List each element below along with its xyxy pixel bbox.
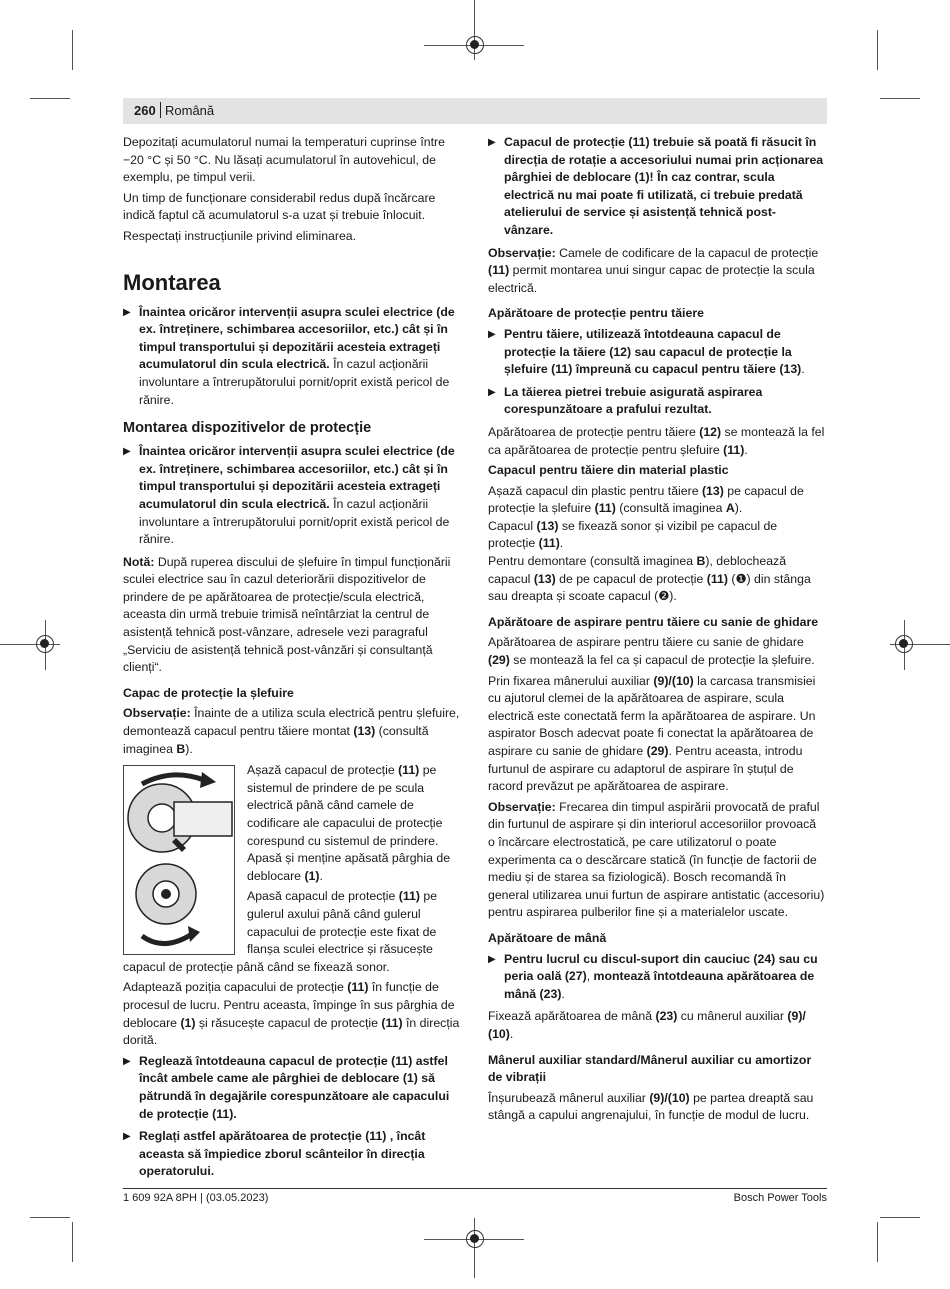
figure-caption-text <box>247 762 460 959</box>
text-run: . <box>559 536 564 551</box>
warning-bullet <box>488 134 825 240</box>
step-two-icon: ❷ <box>658 589 670 604</box>
crop-mark <box>880 1217 920 1218</box>
paragraph: Depozitați acumulatorul numai la temperaturi cuprinse între −20 °C și 50 °C. Nu lăsați acumulatorul în autovehicul, de exemplu, pe timpul verii. <box>123 135 445 185</box>
left-column <box>123 134 460 1186</box>
warning-bold-text: Înaintea oricăror intervenții asupra sculei electrice (de ex. întreținere, schimbarea accesoriilor, etc.) cât și în timpul transportului și depozitării acesteia extrageți acumulatorul din scula electrică. <box>139 304 455 372</box>
text-run: pe capacul de protecție la șlefuire <box>488 483 804 516</box>
text-run: Frecarea din timpul aspirării provocată de praful din furtunul de aspirare și din interiorul accesoriilor provoacă o încărcare electrostatică, pe care utilizatorul o poate experimenta ca o descărcare statică (în funcție de factorii de mediu și de starea sa fiziologică). Bosch recomandă în general utilizarea unui furtun de aspirare antistatic (accesoriu) pentru aspirarea pulberilor fine și a materialelor uscate. <box>488 799 825 920</box>
reference-number: (13) <box>536 518 559 533</box>
text-run: Camele de codificare de la capacul de protecție <box>555 245 819 260</box>
crop-mark <box>877 30 878 70</box>
text-run: . <box>801 362 805 377</box>
paragraph: Un timp de funcționare considerabil redus după încărcare indică faptul că acumulatorul s-a uzat și trebuie înlocuit. <box>123 190 436 223</box>
rotate-arrow-icon <box>142 934 192 944</box>
text-run: Prin fixarea mânerului auxiliar <box>488 673 654 688</box>
observation-paragraph <box>123 705 460 758</box>
text-run: . Pentru aceasta, introdu furtunul de aspirare cu adaptorul de aspirare în ștuțul de racord prevăzut pe apărătoarea de aspirare. <box>488 744 803 794</box>
text-run: Înainte de a utiliza scula electrică pentru șlefuire, demontează capacul pentru tăiere montat <box>123 706 460 739</box>
reference-number: (11) <box>706 571 728 586</box>
warning-bold-text: montează întotdeauna apărătoarea de mână (23) <box>504 969 815 1001</box>
reference-number: (11) <box>381 1015 403 1030</box>
observation-label: Observație: <box>488 799 556 814</box>
text-run: . <box>744 442 748 457</box>
spindle-center-icon <box>161 889 171 899</box>
paragraph <box>488 1090 825 1125</box>
heading: Mânerul auxiliar standard/Mânerul auxiliar cu amortizor de vibrații <box>488 1052 812 1085</box>
text-run: (consultă imaginea <box>615 501 726 516</box>
spindle-icon <box>148 804 176 832</box>
note-paragraph <box>123 554 460 677</box>
text-run: . <box>561 986 565 1001</box>
text-run: se montează la fel ca și capacul de protecție la șlefuire. <box>509 653 815 668</box>
text-run: și răsucește capacul de protecție <box>195 1015 382 1030</box>
text-run: , <box>586 969 594 984</box>
heading: Apărătoare de mână <box>488 930 607 945</box>
text-run: Pentru demontare (consultă imaginea <box>488 554 697 569</box>
paragraph <box>488 673 825 796</box>
crop-mark <box>880 98 920 99</box>
crop-mark <box>877 1222 878 1262</box>
triangle-bullet-icon: ▶ <box>488 953 496 965</box>
text-run: în funcție de procesul de lucru. Pentru aceasta, împinge în sus pârghia de deblocare <box>123 980 455 1030</box>
reference-number: (9)/ (10) <box>488 1009 806 1041</box>
warning-bullet <box>123 1128 460 1181</box>
triangle-bullet-icon: ▶ <box>123 1131 131 1143</box>
registration-mark-icon <box>895 635 913 653</box>
text-run: Apasă capacul de protecție <box>247 889 399 904</box>
tool-head-icon <box>174 802 232 836</box>
warning-bold-text: Reglați astfel apărătoarea de protecție (11) , încât aceasta să împiedice zborul scânteilor în direcția operatorului. <box>139 1129 426 1179</box>
text-run: . <box>509 1026 514 1041</box>
step-one-icon: ❶ <box>735 571 747 586</box>
text-run: se montează la fel ca apărătoarea de protecție pentru șlefuire <box>488 424 825 457</box>
footer-document-code: 1 609 92A 8PH | (03.05.2023) <box>123 1192 269 1204</box>
crop-mark <box>474 1218 475 1278</box>
crop-mark <box>72 30 73 70</box>
observation-paragraph <box>488 245 825 298</box>
text-run: Capacul <box>488 518 537 533</box>
text-run: ), deblochează capacul <box>488 554 787 586</box>
warning-bold-text: Înaintea oricăror intervenții asupra sculei electrice (de ex. întreținere, schimbarea accesoriilor, etc.) cât și în timpul transportului și depozitării acesteia extrageți acumulatorul din scula electrică. <box>139 444 455 511</box>
crop-mark <box>72 1222 73 1262</box>
figure-row <box>123 762 460 959</box>
paragraph <box>488 483 825 518</box>
reference-number: (1) <box>304 868 320 883</box>
note-label: Notă: <box>123 554 155 569</box>
paragraph <box>247 762 460 885</box>
text-run: ) din stânga sau dreapta și scoate capacul ( <box>488 571 811 604</box>
reference-number: (23) <box>655 1009 678 1024</box>
reference-number: (13) <box>701 483 724 498</box>
reference-number: (9)/(10) <box>649 1090 690 1105</box>
triangle-bullet-icon: ▶ <box>123 306 131 318</box>
text-run: Adaptează poziția capacului de protecție <box>123 980 348 995</box>
text-run: Fixează apărătoarea de mână <box>488 1009 656 1024</box>
reference-number: (11) <box>538 536 560 551</box>
guard-mounting-illustration <box>123 765 235 955</box>
reference-number: (9)/(10) <box>653 673 694 688</box>
reference-number: (12) <box>699 424 722 439</box>
paragraph <box>488 634 825 669</box>
image-reference: B <box>176 741 186 756</box>
reference-number: (29) <box>646 744 669 758</box>
warning-text: În cazul acționării involuntare a întrerupătorului pornit/oprit există pericol de rănire. <box>139 357 450 407</box>
image-reference: A <box>725 501 735 516</box>
text-run: de pe capacul de protecție <box>555 571 707 586</box>
text-run: Așază capacul din plastic pentru tăiere <box>488 483 702 498</box>
reference-number: (29) <box>488 653 510 668</box>
footer-brand: Bosch Power Tools <box>733 1192 827 1204</box>
page-header <box>123 98 827 124</box>
paragraph: capacul de protecție până când se fixează sonor. <box>123 959 390 974</box>
text-run: permit montarea unui singur capac de protecție la scula electrică. <box>488 263 815 295</box>
text-run: ). <box>669 589 677 604</box>
paragraph <box>488 424 825 459</box>
triangle-bullet-icon: ▶ <box>488 328 496 340</box>
text-run: Așază capacul de protecție <box>247 763 399 778</box>
reference-number: (11) <box>347 980 369 995</box>
text-run: Înșurubează mânerul auxiliar <box>488 1090 650 1105</box>
reference-number: (13) <box>353 724 376 739</box>
text-run: în direcția dorită. <box>123 1015 460 1048</box>
reference-number: (11) <box>398 763 420 778</box>
text-run: pe gulerul axului până când gulerul capacului de protecție este fixat de flanșa sculei electrice și răsucește <box>247 889 438 957</box>
image-reference: B <box>696 554 706 569</box>
page-number: 260 <box>134 103 156 118</box>
header-language: Română <box>165 103 215 118</box>
text-run: Apărătoarea de protecție pentru tăiere <box>488 424 700 439</box>
warning-bold-text: La tăierea pietrei trebuie asigurată aspirarea corespunzătoare a prafului rezultat. <box>504 384 763 417</box>
paragraph <box>123 979 460 1049</box>
warning-bullet <box>123 443 460 549</box>
observation-label: Observație: <box>488 245 556 260</box>
reference-number: (11) <box>723 442 745 457</box>
text-run: ). <box>185 741 193 756</box>
triangle-bullet-icon: ▶ <box>488 137 496 148</box>
warning-bullet <box>488 951 825 1004</box>
paragraph <box>488 518 825 553</box>
warning-bold-text: Capacul de protecție (11) trebuie să poată fi răsucit în direcția de rotație a accesoriului numai prin acționarea pârghiei de deblocare (1)! În caz contrar, scula electrică nu mai poate fi utilizată, ci trebuie predată atelierului de service și asistență tehnică post-vânzare. <box>504 135 824 237</box>
warning-bold-text: Pentru lucrul cu discul-suport din cauciuc (24) sau cu peria oală (27) <box>504 951 818 984</box>
right-column <box>488 134 825 1128</box>
text-run: pe partea dreaptă sau stângă a capului angrenajului, în funcție de modul de lucru. <box>488 1090 814 1123</box>
heading: Apărătoare de protecție pentru tăiere <box>488 306 704 321</box>
warning-text: În cazul acționării involuntare a întrerupătorului pornit/oprit există pericol de rănire. <box>139 496 450 547</box>
registration-mark-icon <box>466 36 484 54</box>
warning-bullet <box>488 384 825 419</box>
heading: Apărătoare de aspirare pentru tăiere cu sanie de ghidare <box>488 614 819 629</box>
subsection-title: Montarea dispozitivelor de protecție <box>123 420 372 437</box>
triangle-bullet-icon: ▶ <box>123 446 131 458</box>
text-run: la carcasa transmisiei cu ajutorul clemei de la apărătoarea de aspirare, scula electrică este conectată ferm la apărătoarea de aspirare. Un aspirator Bosch adecvat poate fi conectat la apărătoarea de aspirare cu sanie de ghidare <box>488 673 816 758</box>
crop-mark <box>30 1217 70 1218</box>
text-run: ). <box>734 501 743 516</box>
guard-mounting-drawing <box>124 766 234 954</box>
warning-bold-text: Pentru tăiere, utilizează întotdeauna capacul de protecție la tăiere (12) sau capacul de protecție la șlefuire (11) împreună cu capacul pentru tăiere (13) <box>504 326 802 377</box>
warning-bullet <box>488 326 825 379</box>
reference-number: (11) <box>594 501 616 516</box>
observation-paragraph <box>488 799 825 922</box>
rotate-arrow-icon <box>142 775 204 784</box>
heading: Capacul pentru tăiere din material plastic <box>488 463 729 478</box>
warning-bullet <box>123 1053 460 1123</box>
paragraph <box>488 1008 825 1043</box>
heading: Capac de protecție la șlefuire <box>123 685 294 700</box>
paragraph <box>488 553 825 606</box>
registration-mark-icon <box>466 1230 484 1248</box>
reference-number: (11) <box>398 889 420 904</box>
section-title-montarea: Montarea <box>123 269 221 295</box>
text-run: . <box>319 868 323 883</box>
reference-number: (13) <box>533 571 556 586</box>
text-run: Apărătoarea de aspirare pentru tăiere cu sanie de ghidare <box>488 635 804 650</box>
text-run: cu mânerul auxiliar <box>677 1009 788 1024</box>
paragraph: Respectați instrucțiunile privind eliminarea. <box>123 228 357 243</box>
header-divider <box>160 102 161 118</box>
arrow-head-icon <box>200 772 216 788</box>
warning-bold-text: Reglează întotdeauna capacul de protecție (11) astfel încât ambele came ale pârghiei de deblocare (1) să pătrundă în degajările corespunzătoare ale capacului de protecție (11). <box>139 1053 450 1121</box>
triangle-bullet-icon: ▶ <box>123 1055 131 1067</box>
text-run: ( <box>727 571 736 586</box>
reference-number: (11) <box>488 263 510 278</box>
paragraph <box>247 888 460 958</box>
observation-label: Observație: <box>123 706 191 721</box>
arrow-head-icon <box>188 926 200 942</box>
text-run: pe sistemul de prindere de pe scula electrică până când camele de codificare ale capacului de protecție corespund cu sistemul de prindere. Apasă și menține apăsată pârghia de deblocare <box>247 763 451 883</box>
warning-bullet <box>123 304 460 410</box>
crop-mark <box>30 98 70 99</box>
text-run: (consultă imaginea <box>123 724 429 756</box>
note-text: După ruperea discului de șlefuire în timpul funcționării sculei electrice sau în cazul deteriorării dispozitivelor de prindere de pe apărătoarea de protecție/scula electrică, aceasta din urmă trebuie trimisă neîntârziat la centrul de asistență tehnică post-vânzare, adresele vezi paragraful „Serviciu de asistență tehnică post-vânzări și consultanță clienți“. <box>123 554 451 675</box>
registration-mark-icon <box>36 635 54 653</box>
text-run: se fixează sonor și vizibil pe capacul de protecție <box>488 518 778 551</box>
reference-number: (1) <box>180 1015 196 1030</box>
triangle-bullet-icon: ▶ <box>488 386 496 398</box>
footer-divider <box>123 1188 827 1189</box>
